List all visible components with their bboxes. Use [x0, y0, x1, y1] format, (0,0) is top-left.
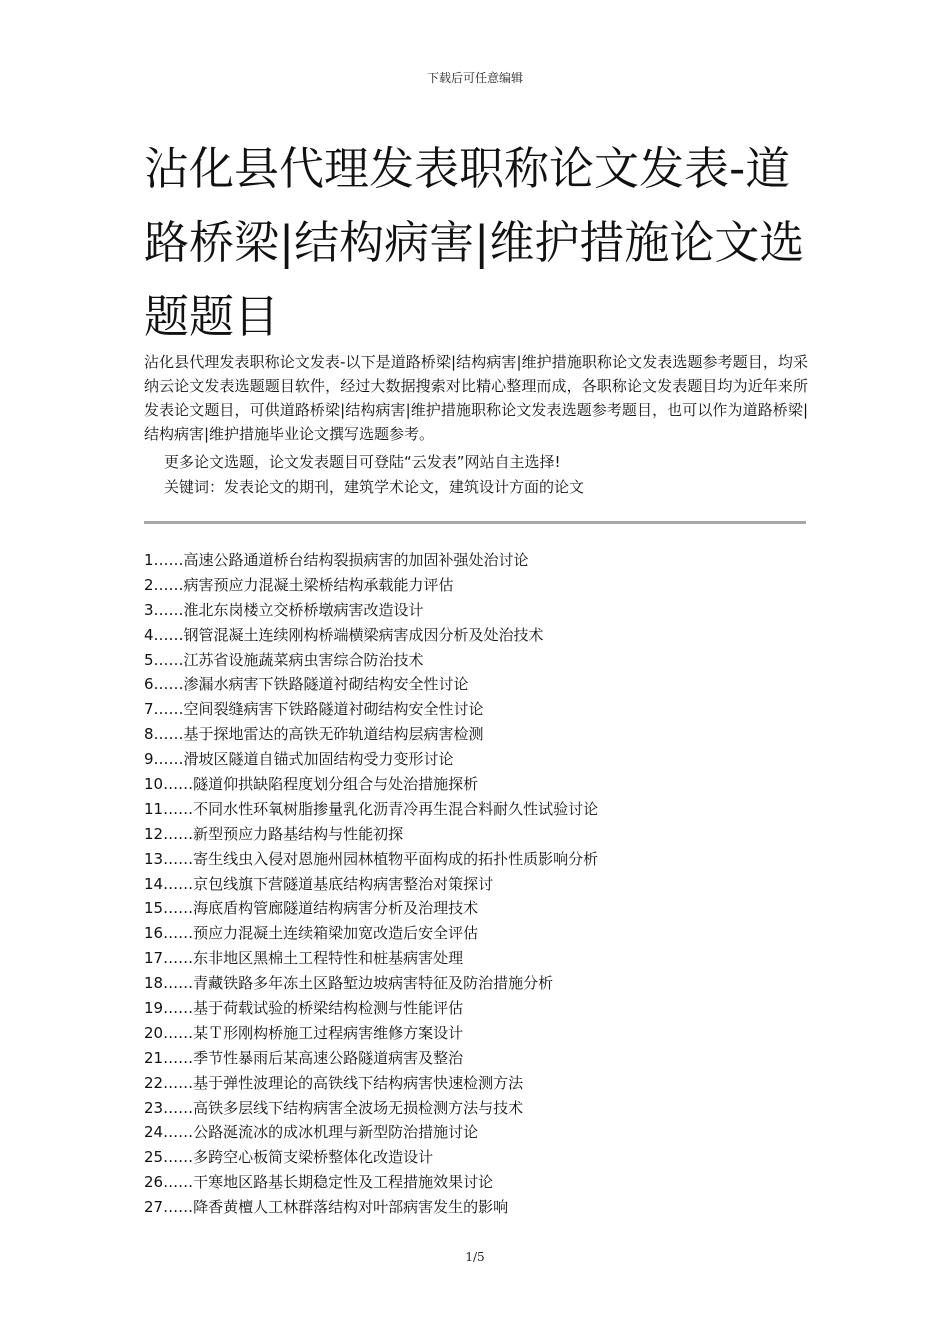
- topic-item: 2……病害预应力混凝土梁桥结构承载能力评估: [144, 575, 454, 594]
- topic-item: 14……京包线旗下营隧道基底结构病害整治对策探讨: [144, 874, 494, 893]
- topic-item: 9……滑坡区隧道自锚式加固结构受力变形讨论: [144, 750, 454, 769]
- topic-item: 23……高铁多层线下结构病害全波场无损检测方法与技术: [144, 1098, 524, 1117]
- topic-item: 6……渗漏水病害下铁路隧道衬砌结构安全性讨论: [144, 675, 469, 694]
- topic-item: 7……空间裂缝病害下铁路隧道衬砌结构安全性讨论: [144, 700, 484, 719]
- keywords-line: 关键词：发表论文的期刊，建筑学术论文，建筑设计方面的论文: [164, 478, 585, 496]
- header-note: 下载后可任意编辑: [426, 71, 523, 85]
- topic-list: [144, 548, 808, 1220]
- topic-item: 10……隧道仰拱缺陷程度划分组合与处治措施探析: [144, 775, 479, 794]
- topic-item: 8……基于探地雷达的高铁无砟轨道结构层病害检测: [144, 725, 484, 744]
- topic-item: 11……不同水性环氧树脂掺量乳化沥青冷再生混合料耐久性试验讨论: [144, 799, 599, 818]
- document-title: 沾化县代理发表职称论文发表-道路桥梁|结构病害|维护措施论文选题题目: [144, 142, 805, 343]
- topic-item: 4……钢管混凝土连续刚构桥端横梁病害成因分析及处治技术: [144, 625, 544, 644]
- topic-item: 12……新型预应力路基结构与性能初探: [144, 824, 404, 843]
- topic-item: 5……江苏省设施蔬菜病虫害综合防治技术: [144, 650, 424, 669]
- more-topics-line: 更多论文选题，论文发表题目可登陆“云发表”网站自主选择!: [164, 453, 561, 471]
- topic-item: 24……公路涎流冰的成冰机理与新型防治措施讨论: [144, 1123, 479, 1142]
- topic-item: 21……季节性暴雨后某高速公路隧道病害及整治: [144, 1048, 464, 1067]
- topic-item: 26……干寒地区路基长期稳定性及工程措施效果讨论: [144, 1173, 494, 1192]
- topic-item: 15……海底盾构管廊隧道结构病害分析及治理技术: [144, 899, 479, 918]
- page-number: 1/5: [465, 1250, 485, 1264]
- topic-item: 13……寄生线虫入侵对恩施州园林植物平面构成的拓扑性质影响分析: [144, 849, 599, 868]
- topic-item: 22……基于弹性波理论的高铁线下结构病害快速检测方法: [144, 1073, 524, 1092]
- topic-item: 17……东非地区黑棉土工程特性和桩基病害处理: [144, 949, 464, 968]
- topic-item: 20……某Ｔ形刚构桥施工过程病害维修方案设计: [144, 1023, 464, 1042]
- topic-item: 18……青藏铁路多年冻土区路堑边坡病害特征及防治措施分析: [144, 974, 554, 993]
- topic-item: 19……基于荷载试验的桥梁结构检测与性能评估: [144, 999, 464, 1018]
- topic-item: 1……高速公路通道桥台结构裂损病害的加固补强处治讨论: [144, 551, 529, 569]
- topic-item: 27……降香黄檀人工林群落结构对叶部病害发生的影响: [144, 1198, 509, 1217]
- topic-item: 3……淮北东岗楼立交桥桥墩病害改造设计: [144, 600, 424, 619]
- topic-item: 16……预应力混凝土连续箱梁加宽改造后安全评估: [144, 924, 479, 943]
- section-divider: [144, 521, 806, 524]
- topic-item: 25……多跨空心板简支梁桥整体化改造设计: [144, 1148, 434, 1167]
- intro-paragraph: 沾化县代理发表职称论文发表-以下是道路桥梁|结构病害|维护措施职称论文发表选题参考题目，均采纳云论文发表选题题目软件，经过大数据搜索对比精心整理而成，各职称论文发表题目均为近年来所发表论文题目，可供道路桥梁|结构病害|维护措施职称论文发表选题参考题目，也可以作为道路桥梁|结构病害|维护措施毕业论文撰写选题参考。: [144, 353, 808, 443]
